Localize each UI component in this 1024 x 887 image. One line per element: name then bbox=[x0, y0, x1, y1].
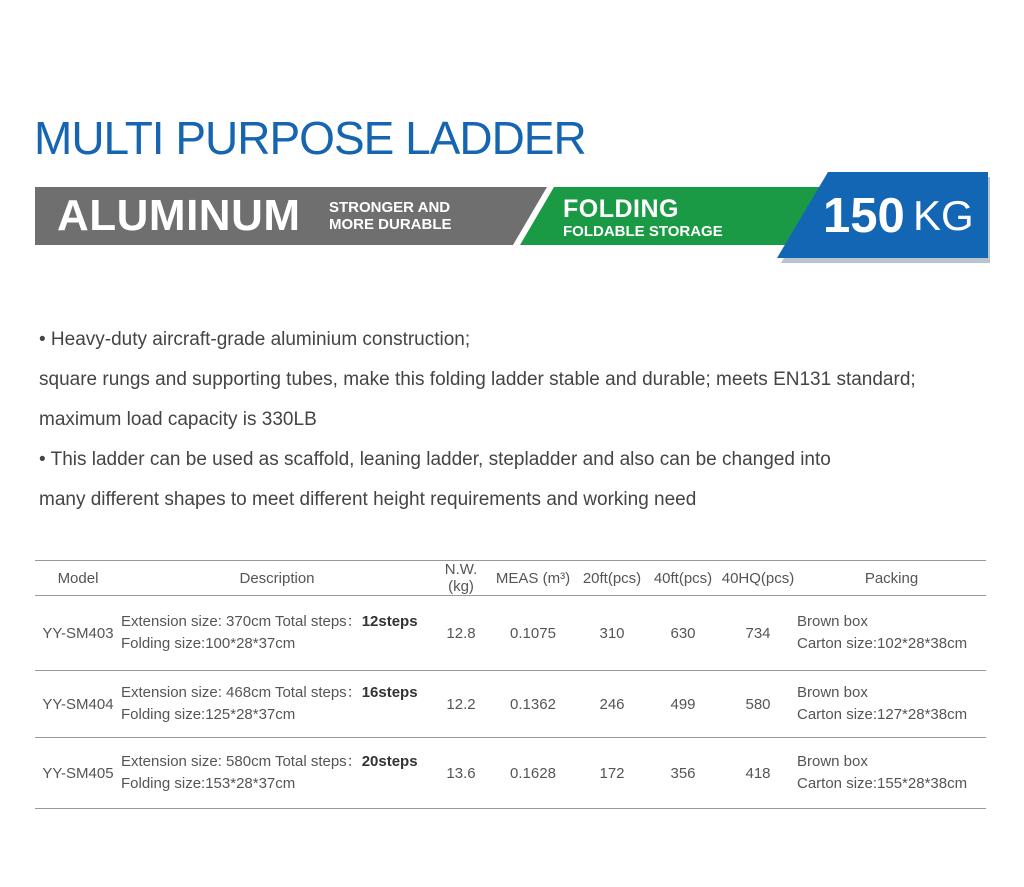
description-line: square rungs and supporting tubes, make this folding ladder stable and durable; meets EN131 standard; bbox=[39, 369, 916, 390]
aluminum-sublabel bbox=[329, 199, 452, 233]
model-cell: YY-SM404 bbox=[35, 671, 121, 738]
steps-count: 20steps bbox=[361, 753, 418, 770]
folding-size: Folding size:100*28*37cm bbox=[121, 635, 296, 652]
folding-sublabel: FOLDABLE STORAGE bbox=[563, 223, 723, 240]
carton-size: Carton size:102*28*38cm bbox=[797, 635, 968, 652]
extension-line bbox=[121, 751, 433, 773]
feature-banner bbox=[35, 172, 995, 264]
extension-text: Extension size: 370cm Total steps： bbox=[121, 613, 362, 630]
extension-text: Extension size: 580cm Total steps： bbox=[121, 753, 362, 770]
spec-table bbox=[35, 560, 986, 809]
packing-cell bbox=[797, 671, 986, 738]
qty-40hq-cell: 580 bbox=[719, 671, 797, 738]
table-row bbox=[35, 596, 986, 671]
meas-cell: 0.1628 bbox=[489, 738, 577, 809]
header-40hq: 40HQ(pcs) bbox=[719, 561, 797, 596]
aluminum-sublabel-line1: STRONGER AND bbox=[329, 199, 451, 216]
net-weight-cell: 13.6 bbox=[433, 738, 489, 809]
description-line: • Heavy-duty aircraft-grade aluminium construction; bbox=[39, 329, 471, 350]
capacity-number: 150 bbox=[823, 189, 905, 243]
qty-40hq-cell: 418 bbox=[719, 738, 797, 809]
description-cell bbox=[121, 671, 433, 738]
table-row bbox=[35, 738, 986, 809]
description-line: many different shapes to meet different height requirements and working need bbox=[39, 489, 697, 510]
packing-type: Brown box bbox=[797, 613, 868, 630]
qty-40ft-cell: 356 bbox=[647, 738, 719, 809]
description-line: • This ladder can be used as scaffold, leaning ladder, stepladder and also can be changed into bbox=[39, 449, 831, 470]
folding-label: FOLDING bbox=[563, 195, 679, 223]
steps-count: 12steps bbox=[361, 613, 418, 630]
product-description bbox=[39, 320, 999, 520]
packing-cell bbox=[797, 738, 986, 809]
steps-count: 16steps bbox=[361, 684, 418, 701]
packing-cell bbox=[797, 596, 986, 671]
header-packing: Packing bbox=[797, 561, 986, 596]
meas-cell: 0.1075 bbox=[489, 596, 577, 671]
qty-20ft-cell: 310 bbox=[577, 596, 647, 671]
qty-40ft-cell: 630 bbox=[647, 596, 719, 671]
table-row bbox=[35, 671, 986, 738]
capacity-unit: KG bbox=[913, 192, 974, 239]
aluminum-label: ALUMINUM bbox=[57, 191, 301, 240]
aluminum-sublabel-line2: MORE DURABLE bbox=[329, 216, 452, 233]
header-net-weight: N.W.(kg) bbox=[433, 561, 489, 596]
carton-size: Carton size:127*28*38cm bbox=[797, 706, 968, 723]
header-description: Description bbox=[121, 561, 433, 596]
header-20ft: 20ft(pcs) bbox=[577, 561, 647, 596]
folding-size: Folding size:125*28*37cm bbox=[121, 706, 296, 723]
description-line: maximum load capacity is 330LB bbox=[39, 409, 317, 430]
qty-20ft-cell: 246 bbox=[577, 671, 647, 738]
header-40ft: 40ft(pcs) bbox=[647, 561, 719, 596]
model-cell: YY-SM403 bbox=[35, 596, 121, 671]
header-model: Model bbox=[35, 561, 121, 596]
model-cell: YY-SM405 bbox=[35, 738, 121, 809]
net-weight-cell: 12.2 bbox=[433, 671, 489, 738]
description-cell bbox=[121, 738, 433, 809]
extension-text: Extension size: 468cm Total steps： bbox=[121, 684, 362, 701]
extension-line bbox=[121, 611, 433, 633]
net-weight-cell: 12.8 bbox=[433, 596, 489, 671]
carton-size: Carton size:155*28*38cm bbox=[797, 775, 968, 792]
description-cell bbox=[121, 596, 433, 671]
qty-20ft-cell: 172 bbox=[577, 738, 647, 809]
folding-size: Folding size:153*28*37cm bbox=[121, 775, 296, 792]
qty-40ft-cell: 499 bbox=[647, 671, 719, 738]
meas-cell: 0.1362 bbox=[489, 671, 577, 738]
table-header-row bbox=[35, 561, 986, 596]
qty-40hq-cell: 734 bbox=[719, 596, 797, 671]
packing-type: Brown box bbox=[797, 684, 868, 701]
extension-line bbox=[121, 682, 433, 704]
header-meas: MEAS (m³) bbox=[489, 561, 577, 596]
packing-type: Brown box bbox=[797, 753, 868, 770]
page-title: MULTI PURPOSE LADDER bbox=[34, 112, 586, 164]
